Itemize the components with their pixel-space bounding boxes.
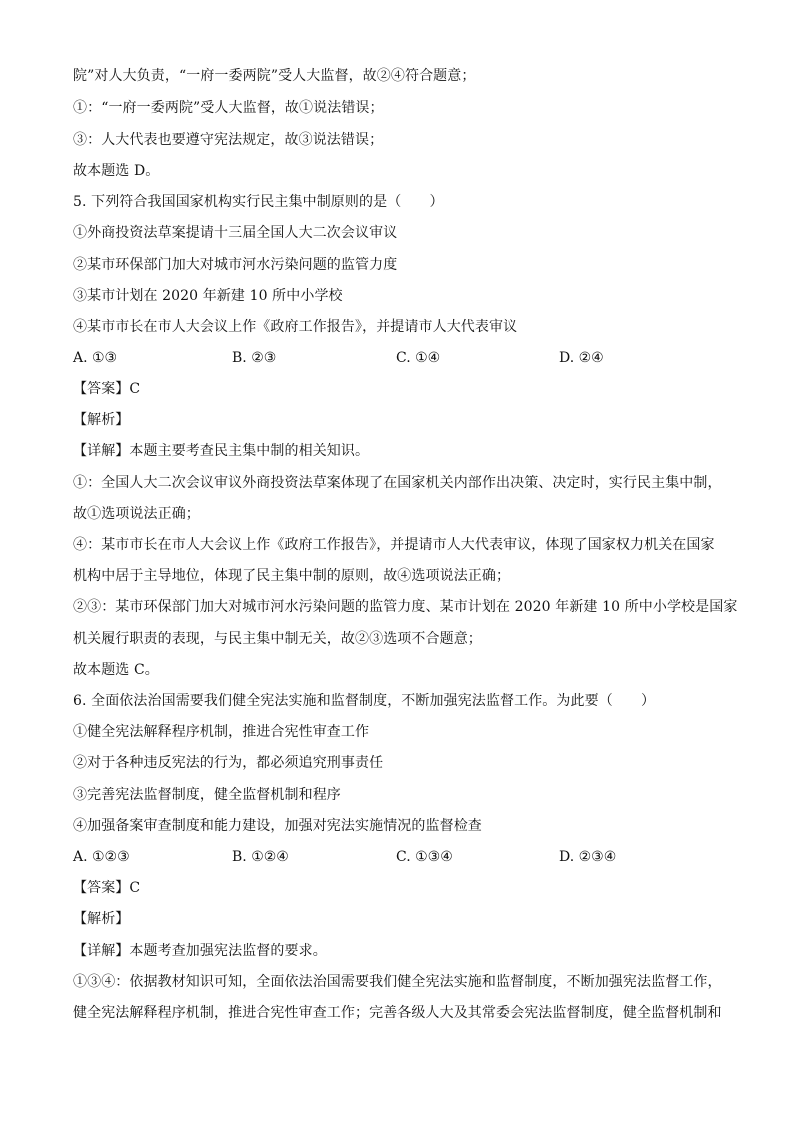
q6-option-d: D. ②③④ <box>559 849 617 865</box>
q6-answer: 【答案】C <box>73 880 141 896</box>
text-line: ①：“一府一委两院”受人大监督，故①说法错误； <box>73 100 384 116</box>
q5-analysis-label: 【解析】 <box>73 412 130 428</box>
question-6-item: ②对于各种违反宪法的行为，都必须追究刑事责任 <box>73 755 384 771</box>
q5-conclusion: 故本题选 C。 <box>73 662 159 678</box>
q6-detail: 【详解】本题考查加强宪法监督的要求。 <box>73 943 327 959</box>
q6-option-a: A. ①②③ <box>73 849 130 865</box>
question-6: 6. 全面依法治国需要我们健全宪法实施和监督制度，不断加强宪法监督工作。为此要（ ） <box>73 693 656 709</box>
q6-option-c: C. ①③④ <box>396 849 453 865</box>
question-6-item: ③完善宪法监督制度，健全监督机制和程序 <box>73 787 341 803</box>
q6-option-b: B. ①②④ <box>232 849 289 865</box>
q5-option-c: C. ①④ <box>396 350 441 366</box>
question-5-item: ②某市环保部门加大对城市河水污染问题的监管力度 <box>73 257 398 273</box>
question-5-item: ④某市市长在市人大会议上作《政府工作报告》，并提请市人大代表审议 <box>73 319 518 335</box>
q6-analysis-label: 【解析】 <box>73 911 130 927</box>
question-6-item: ④加强备案审查制度和能力建设，加强对宪法实施情况的监督检查 <box>73 818 482 834</box>
q5-explanation: 机关履行职责的表现，与民主集中制无关，故②③选项不合题意； <box>73 631 482 647</box>
q6-explanation: 健全宪法解释程序机制，推进合宪性审查工作；完善各级人大及其常委会宪法监督制度，健全监督机制和 <box>73 1005 722 1021</box>
q5-detail: 【详解】本题主要考查民主集中制的相关知识。 <box>73 443 370 459</box>
q5-option-a: A. ①③ <box>73 350 118 366</box>
question-5-item: ①外商投资法草案提请十三届全国人大二次会议审议 <box>73 225 398 241</box>
q5-answer: 【答案】C <box>73 381 141 397</box>
text-line: ③：人大代表也要遵守宪法规定，故③说法错误； <box>73 132 384 148</box>
q5-explanation: ②③：某市环保部门加大对城市河水污染问题的监管力度、某市计划在 2020 年新建 10 所中小学校是国家 <box>73 599 738 615</box>
q5-explanation: ①：全国人大二次会议审议外商投资法草案体现了在国家机关内部作出决策、决定时，实行民主集中制， <box>73 475 722 491</box>
q5-option-b: B. ②③ <box>232 350 277 366</box>
q6-explanation: ①③④：依据教材知识可知，全面依法治国需要我们健全宪法实施和监督制度，不断加强宪法监督工作， <box>73 974 722 990</box>
q5-explanation: ④：某市市长在市人大会议上作《政府工作报告》，并提请市人大代表审议，体现了国家权力机关在国家 <box>73 537 715 553</box>
text-line: 院”对人大负责，“一府一委两院”受人大监督，故②④符合题意； <box>73 68 476 84</box>
q5-explanation: 机构中居于主导地位，体现了民主集中制的原则，故④选项说法正确； <box>73 568 511 584</box>
question-5: 5. 下列符合我国国家机构实行民主集中制原则的是（ ） <box>73 194 444 210</box>
question-6-item: ①健全宪法解释程序机制，推进合宪性审查工作 <box>73 724 370 740</box>
question-5-item: ③某市计划在 2020 年新建 10 所中小学校 <box>73 288 343 304</box>
q5-option-d: D. ②④ <box>559 350 604 366</box>
text-line: 故本题选 D。 <box>73 163 160 179</box>
q5-explanation: 故①选项说法正确； <box>73 506 200 522</box>
